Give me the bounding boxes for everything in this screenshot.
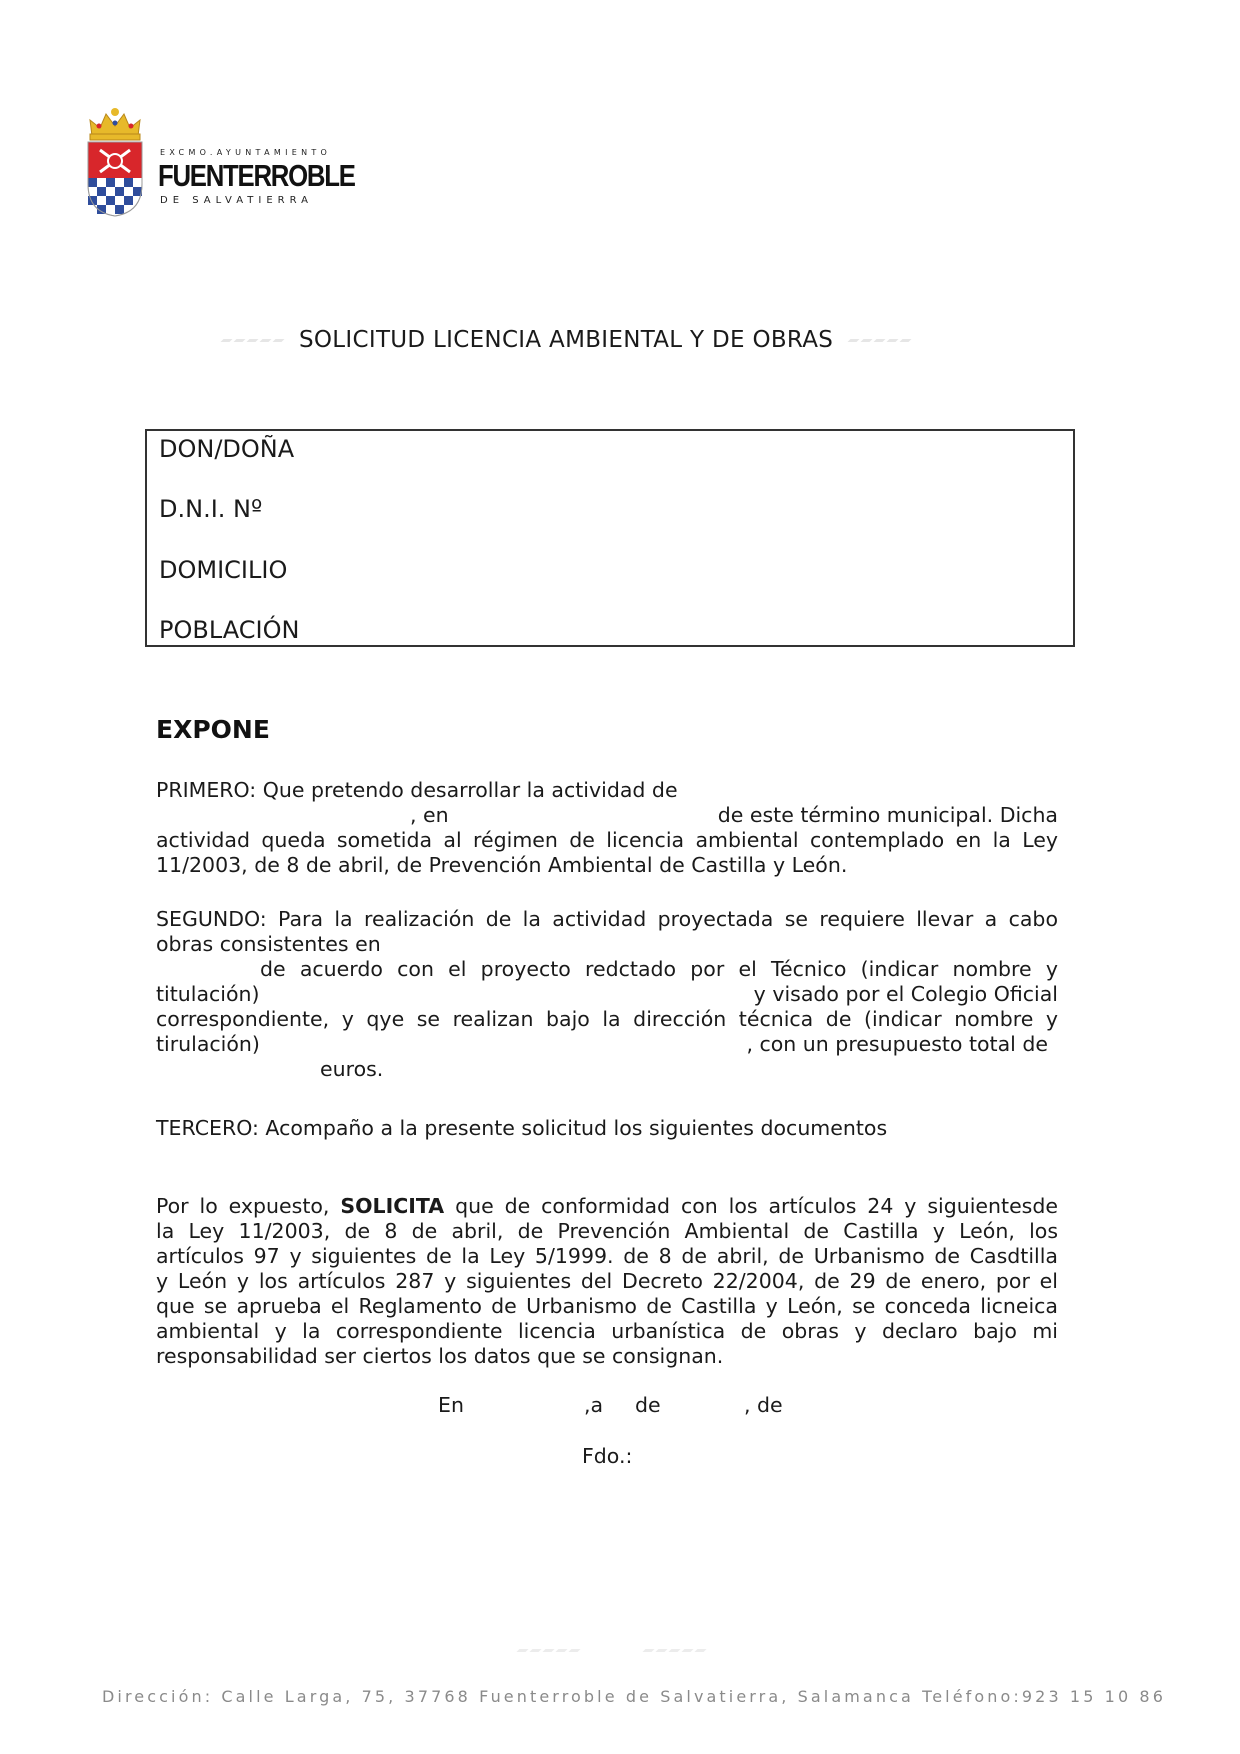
segundo-line-4 xyxy=(156,982,1058,1007)
dni-label: D.N.I. Nº xyxy=(159,495,263,523)
primero-en: , en xyxy=(410,803,449,827)
applicant-box xyxy=(145,429,1075,647)
solicita-line-4: y León y los artículos 287 y siguientes del Decreto 22/2004, de 29 de enero, por el xyxy=(156,1269,1058,1293)
solicita-line-3: artículos 97 y siguientes de la Ley 5/1999. de 8 de abril, de Urbanismo de Casdtilla xyxy=(156,1244,1058,1268)
solicita-line-6: ambiental y la correspondiente licencia urbanística de obras y declaro bajo mi xyxy=(156,1319,1058,1343)
solicita-paragraph xyxy=(156,1194,1058,1369)
date-en: En xyxy=(438,1393,464,1417)
footer-decoration-right xyxy=(644,1649,705,1652)
footer-address: Dirección: Calle Larga, 75, 37768 Fuenterroble de Salvatierra, Salamanca Teléfono:923 15 10 86 xyxy=(102,1687,1166,1706)
signature-label: Fdo.: xyxy=(582,1444,633,1468)
expone-heading: EXPONE xyxy=(156,715,270,744)
segundo-presupuesto: , con un presupuesto total de xyxy=(746,1032,1048,1056)
title-row xyxy=(222,320,1022,360)
primero-line-2 xyxy=(156,803,1058,828)
solicita-line-2: la Ley 11/2003, de 8 de abril, de Prevención Ambiental de Castilla y León, los xyxy=(156,1219,1058,1243)
segundo-line-2: obras consistentes en xyxy=(156,932,381,956)
primero-termino: de este término municipal. Dicha xyxy=(717,803,1058,827)
municipal-logo xyxy=(84,106,364,226)
date-a: ,a xyxy=(584,1393,604,1417)
title-decoration-left xyxy=(222,339,283,342)
logo-line-3: DE SALVATIERRA xyxy=(160,195,314,206)
solicita-pre: Por lo expuesto, xyxy=(156,1194,330,1218)
footer-decoration-left xyxy=(518,1649,579,1652)
logo-line-2: FUENTERROBLE xyxy=(158,158,355,193)
segundo-visado: y visado por el Colegio Oficial xyxy=(753,982,1058,1006)
address-label: DOMICILIO xyxy=(159,556,288,584)
page-title: SOLICITUD LICENCIA AMBIENTAL Y DE OBRAS xyxy=(299,327,834,353)
solicita-line-1-rest: que de conformidad con los artículos 24 y siguientesde xyxy=(455,1194,1058,1218)
solicita-line-7: responsabilidad ser ciertos los datos que se consignan. xyxy=(156,1344,724,1368)
date-de-2: , de xyxy=(744,1393,783,1417)
primero-paragraph xyxy=(156,778,1058,878)
solicita-bold: SOLICITA xyxy=(340,1194,445,1218)
town-label: POBLACIÓN xyxy=(159,616,300,644)
segundo-titulacion: titulación) xyxy=(156,982,260,1006)
segundo-line-7: euros. xyxy=(320,1057,384,1081)
segundo-line-1: SEGUNDO: Para la realización de la actividad proyectada se requiere llevar a cabo xyxy=(156,907,1058,931)
segundo-line-5: correspondiente, y qye se realizan bajo la dirección técnica de (indicar nombre y xyxy=(156,1007,1058,1031)
coat-of-arms-icon xyxy=(84,106,146,218)
logo-line-1: EXCMO.AYUNTAMIENTO xyxy=(160,148,332,157)
primero-line-4: 11/2003, de 8 de abril, de Prevención Ambiental de Castilla y León. xyxy=(156,853,848,877)
tercero-paragraph xyxy=(156,1116,1058,1141)
segundo-paragraph xyxy=(156,907,1058,1082)
title-decoration-right xyxy=(849,339,910,342)
segundo-tirulacion: tirulación) xyxy=(156,1032,260,1056)
tercero-line: TERCERO: Acompaño a la presente solicitud los siguientes documentos xyxy=(156,1116,888,1140)
segundo-line-6 xyxy=(156,1032,1058,1057)
date-de-1: de xyxy=(635,1393,661,1417)
solicita-line-1 xyxy=(156,1194,1058,1219)
primero-line-3: actividad queda sometida al régimen de licencia ambiental contemplado en la Ley xyxy=(156,828,1058,852)
solicita-line-5: que se aprueba el Reglamento de Urbanismo de Castilla y León, se conceda licneica xyxy=(156,1294,1058,1318)
primero-line-1: PRIMERO: Que pretendo desarrollar la actividad de xyxy=(156,778,678,802)
segundo-line-3: de acuerdo con el proyecto redctado por el Técnico (indicar nombre y xyxy=(260,957,1058,981)
name-label: DON/DOÑA xyxy=(159,435,295,463)
